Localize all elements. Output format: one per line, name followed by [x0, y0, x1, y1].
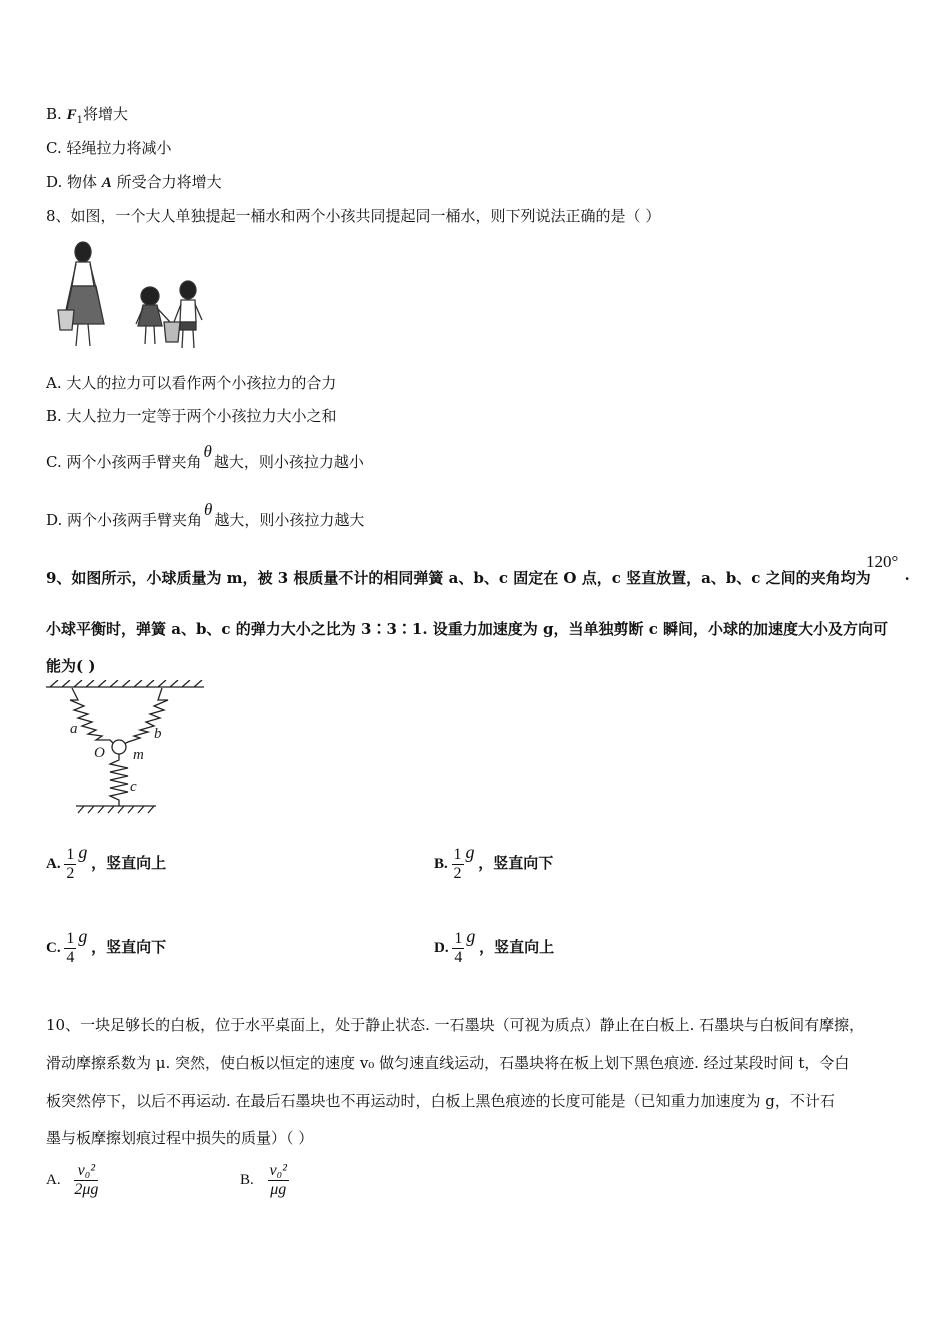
q7-option-b [46, 103, 128, 126]
fraction [64, 930, 76, 967]
ceiling-hatch [50, 680, 202, 687]
g-symbol: g [78, 841, 88, 862]
option-letter: D. [434, 939, 449, 956]
option-text: D. 两个小孩两手臂夹角 [46, 511, 203, 529]
denominator: μg [270, 1181, 287, 1198]
theta-symbol: θ [204, 500, 213, 519]
label-o: O [94, 745, 105, 761]
q9-stem-line2: 小球平衡时，弹簧 a、b、c 的弹力大小之比为 3∶3∶1. 设重力加速度为 g，当单独剪断 c 瞬间，小球的加速度大小及方向可 [46, 620, 889, 638]
spring-c [110, 754, 128, 806]
q8-option-b: B. 大人拉力一定等于两个小孩拉力大小之和 [46, 407, 337, 425]
q9-option-b [434, 841, 554, 883]
label-c: c [130, 779, 137, 795]
denominator: 4 [66, 949, 75, 966]
q10-stem-line3: 板突然停下，以后不再运动. 在最后石墨块也不再运动时，白板上黑色痕迹的长度可能是（已知重力加速度为 g，不计石 [46, 1092, 835, 1110]
g-symbol: g [78, 925, 88, 946]
denominator: 2 [66, 865, 75, 882]
numerator: v₀² [269, 1162, 287, 1179]
girl-head [141, 287, 159, 305]
q7-option-d [46, 171, 222, 192]
label-m: m [133, 747, 144, 763]
subscript: 1 [76, 115, 83, 126]
q9-option-c [46, 925, 167, 967]
adult-bucket [58, 310, 74, 330]
denominator: 4 [454, 949, 463, 966]
q9-option-d [434, 925, 555, 967]
g-symbol: g [465, 841, 475, 862]
numerator: 1 [66, 846, 75, 863]
q8-option-d [46, 500, 365, 530]
q9-angle: 120° [866, 552, 899, 571]
option-text: ，竖直向上 [91, 853, 167, 872]
adult-head [75, 242, 91, 262]
q9-stem-line1: 9、如图所示，小球质量为 m，被 3 根质量不计的相同弹簧 a、b、c 固定在 O 点，c 竖直放置，a、b、c 之间的夹角均为 [46, 569, 871, 587]
option-text: 越大，则小孩拉力越小 [213, 453, 364, 471]
q9-period: . [905, 565, 910, 584]
option-letter: A. [46, 855, 61, 872]
option-letter: C. [46, 939, 61, 956]
option-letter: A. [46, 1171, 61, 1188]
numerator: v₀² [74, 1162, 98, 1181]
fraction [74, 1162, 98, 1199]
theta-symbol: θ [203, 442, 212, 461]
ball [112, 740, 126, 754]
option-letter: B. [434, 855, 448, 872]
floor-hatch [78, 806, 154, 813]
q9-option-a [46, 841, 167, 883]
option-letter: B. [46, 105, 67, 123]
q8-figure [46, 238, 211, 353]
option-text: 所受合力将增大 [111, 173, 222, 191]
shared-bucket [164, 322, 180, 342]
fraction [452, 846, 464, 883]
option-text: ，竖直向上 [479, 937, 555, 956]
option-text: ，竖直向下 [478, 853, 554, 872]
boy-shirt [180, 300, 196, 322]
q9-stem-line3: 能为( ) [46, 657, 96, 675]
fraction [268, 1162, 289, 1199]
q10-stem-line1: 10、一块足够长的白板，位于水平桌面上，处于静止状态. 一石墨块（可视为质点）静止在白板上. 石墨块与白板间有摩擦， [46, 1016, 865, 1034]
g-symbol: g [466, 925, 476, 946]
label-a: a [70, 721, 78, 737]
fraction [64, 846, 76, 883]
symbol-f: F [66, 107, 77, 123]
q10-option-a [46, 1162, 98, 1199]
numerator: 1 [66, 930, 75, 947]
q10-stem-line4: 墨与板摩擦划痕过程中损失的质量）（ ） [46, 1129, 314, 1147]
denominator: 2 [453, 865, 462, 882]
fraction [452, 930, 464, 967]
numerator: 1 [454, 930, 463, 947]
numerator: 1 [453, 846, 462, 863]
option-text: ，竖直向下 [91, 937, 167, 956]
option-letter: D. 物体 [46, 173, 102, 191]
q8-option-a: A. 大人的拉力可以看作两个小孩拉力的合力 [46, 374, 337, 392]
girl-dress [138, 305, 162, 326]
q7-option-c: C. 轻绳拉力将减小 [46, 139, 172, 157]
q10-option-b [240, 1162, 289, 1199]
q8-stem: 8、如图，一个大人单独提起一桶水和两个小孩共同提起同一桶水，则下列说法正确的是（ ） [46, 207, 661, 225]
denominator: 2μg [74, 1181, 99, 1198]
label-b: b [154, 726, 162, 742]
option-letter: B. [240, 1171, 254, 1188]
option-text: C. 两个小孩两手臂夹角 [46, 453, 202, 471]
q8-option-c [46, 442, 364, 472]
boy-head [180, 281, 196, 299]
q9-spring-figure [44, 680, 209, 820]
option-text: 越大，则小孩拉力越大 [214, 511, 365, 529]
option-text: 将增大 [82, 105, 128, 123]
q10-stem-line2: 滑动摩擦系数为 μ. 突然，使白板以恒定的速度 v₀ 做匀速直线运动，石墨块将在板上划下黑色痕迹. 经过某段时间 t，令白 [46, 1054, 850, 1072]
symbol-a: A [101, 175, 112, 191]
